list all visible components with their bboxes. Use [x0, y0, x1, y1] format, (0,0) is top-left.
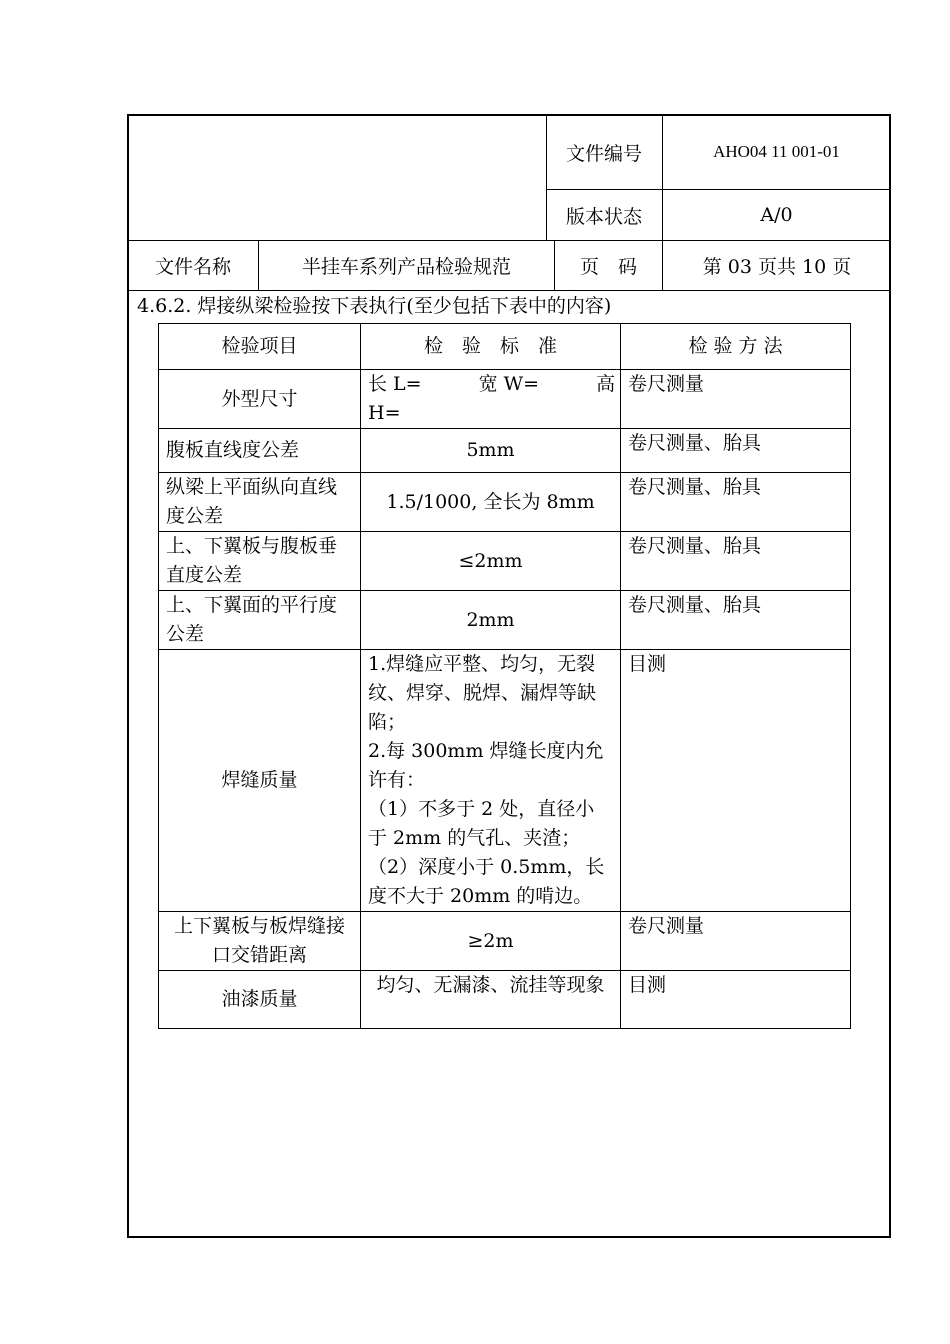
standard-line: 2.每 300mm 焊缝长度内允许有：	[368, 740, 604, 791]
row-item: 腹板直线度公差	[159, 429, 361, 473]
header-method: 检 验 方 法	[621, 324, 851, 370]
row-standard: ≥2m	[361, 912, 621, 971]
row-method: 卷尺测量、胎具	[621, 473, 851, 532]
doc-no-label: 文件编号	[565, 142, 642, 165]
file-name-value: 半挂车系列产品检验规范	[301, 256, 511, 278]
row-standard	[361, 650, 621, 912]
row-method: 卷尺测量	[621, 912, 851, 971]
row-method: 卷尺测量、胎具	[621, 429, 851, 473]
row-standard: 5mm	[361, 429, 621, 473]
row-item: 上、下翼面的平行度公差	[159, 591, 361, 650]
row-standard: 均匀、无漏漆、流挂等现象	[361, 971, 621, 1029]
page-label: 页 码	[579, 256, 637, 278]
row-item: 上下翼板与板焊缝接口交错距离	[159, 912, 361, 971]
version-value: A/0	[760, 204, 793, 226]
row-method: 卷尺测量、胎具	[621, 532, 851, 591]
standard-line: （2）深度小于 0.5mm，长度不大于 20mm 的啃边。	[368, 856, 605, 907]
standard-line: H=	[368, 402, 401, 424]
file-name-label: 文件名称	[154, 256, 231, 278]
row-method: 目测	[621, 650, 851, 912]
row-method: 卷尺测量、胎具	[621, 591, 851, 650]
row-method: 目测	[621, 971, 851, 1029]
row-item: 上、下翼板与腹板垂直度公差	[159, 532, 361, 591]
standard-line: 长 L= 宽 W= 高	[368, 373, 616, 395]
row-item: 焊缝质量	[159, 650, 361, 912]
table-row	[159, 429, 851, 473]
standard-line: 1.焊缝应平整、均匀，无裂纹、焊穿、脱焊、漏焊等缺陷；	[368, 653, 597, 733]
table-row	[159, 473, 851, 532]
row-standard	[361, 370, 621, 429]
version-label: 版本状态	[565, 205, 642, 228]
table-row	[159, 912, 851, 971]
row-standard: ≤2mm	[361, 532, 621, 591]
header-item: 检验项目	[159, 324, 361, 370]
table-row	[159, 370, 851, 429]
section-title: 4.6.2. 焊接纵梁检验按下表执行(至少包括下表中的内容)	[137, 295, 612, 317]
header-standard: 检 验 标 准	[361, 324, 621, 370]
table-row	[159, 650, 851, 912]
page-value: 第 03 页共 10 页	[702, 256, 852, 278]
inspection-table	[158, 323, 851, 1029]
row-item: 外型尺寸	[159, 370, 361, 429]
row-item: 纵梁上平面纵向直线度公差	[159, 473, 361, 532]
table-header-row	[159, 324, 851, 370]
row-item: 油漆质量	[159, 971, 361, 1029]
row-standard: 1.5/1000, 全长为 8mm	[361, 473, 621, 532]
table-row	[159, 591, 851, 650]
table-row	[159, 532, 851, 591]
doc-no-value: AHO04 11 001-01	[713, 142, 840, 161]
row-standard: 2mm	[361, 591, 621, 650]
row-method: 卷尺测量	[621, 370, 851, 429]
table-row	[159, 971, 851, 1029]
standard-line: （1）不多于 2 处，直径小于 2mm 的气孔、夹渣；	[368, 798, 595, 849]
